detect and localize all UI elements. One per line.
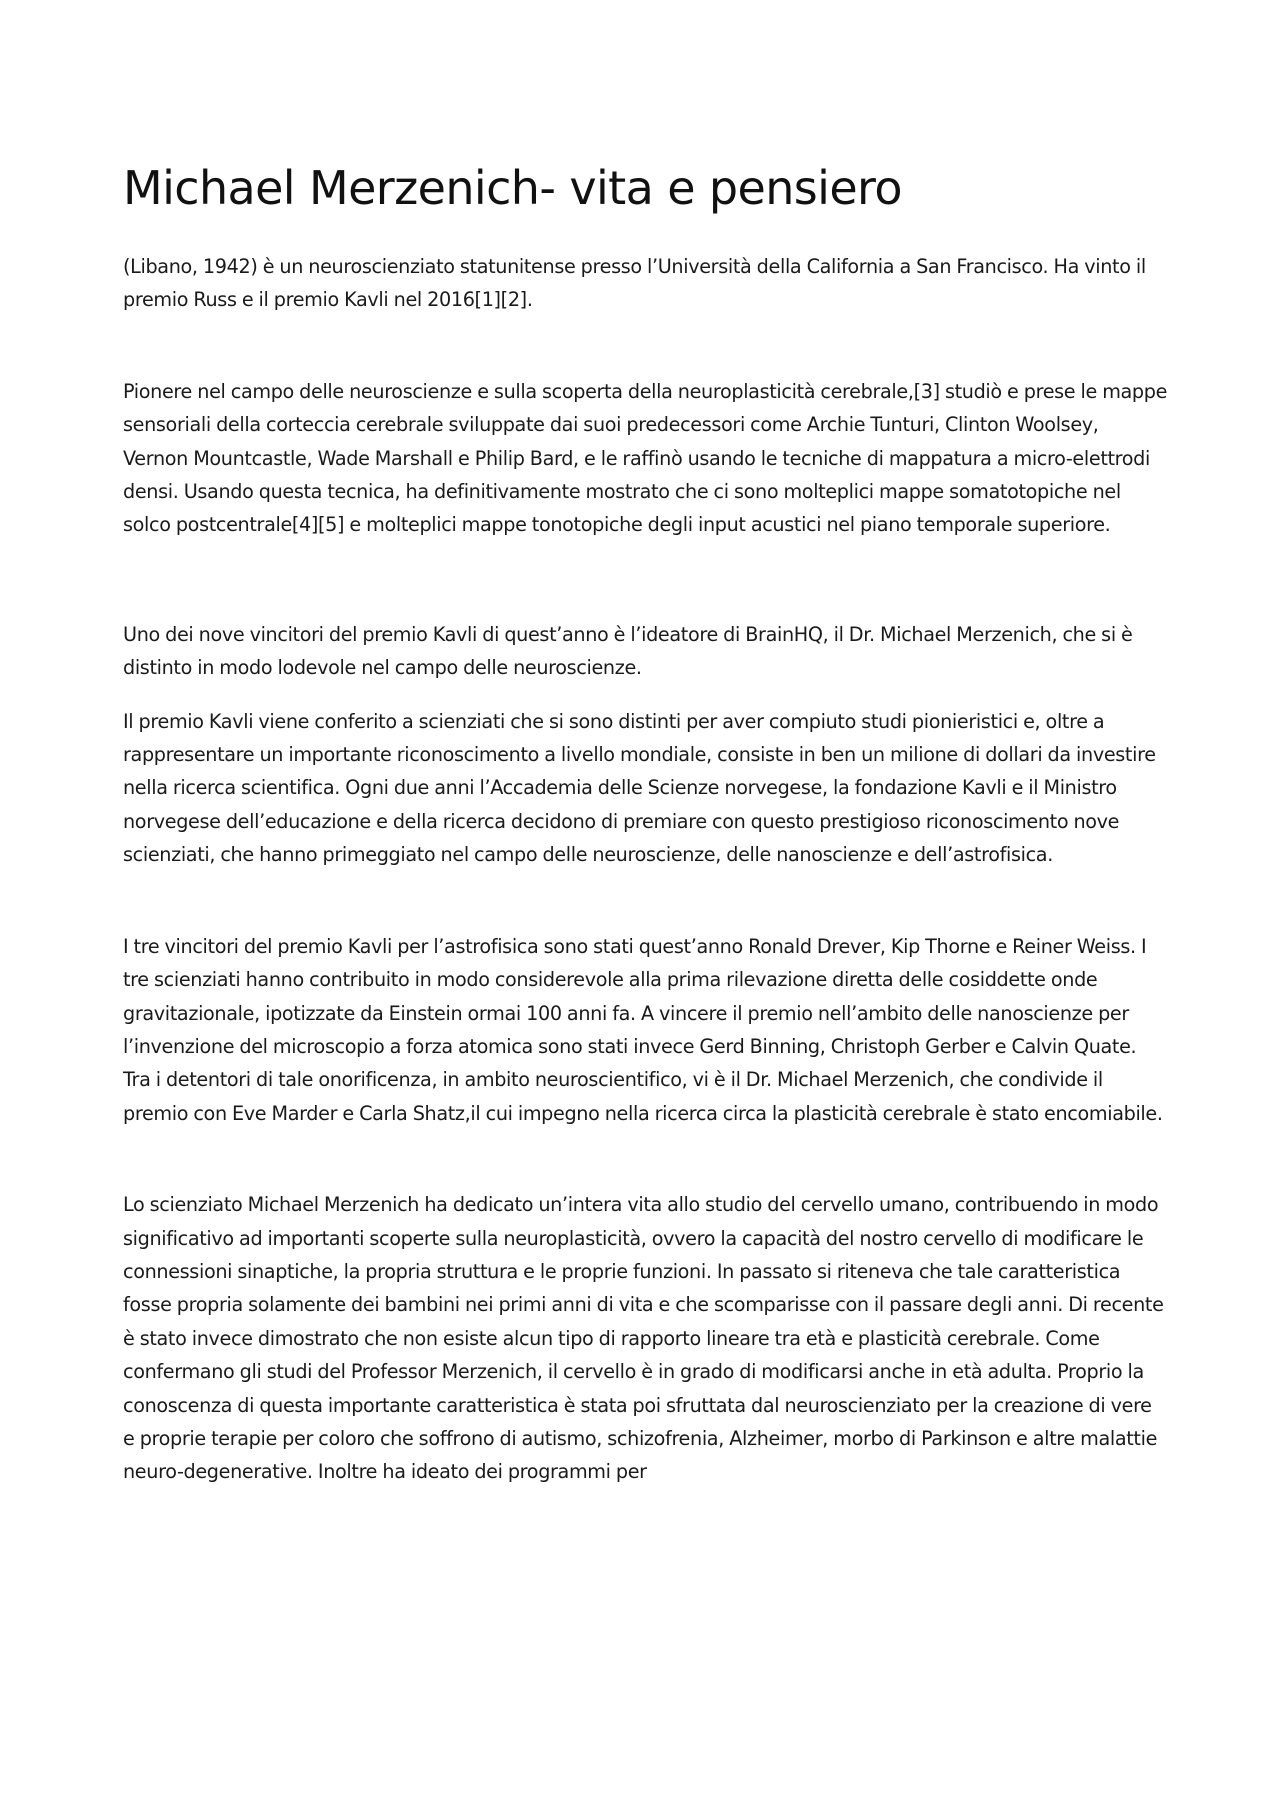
- paragraph-kavli-winner: Uno dei nove vincitori del premio Kavli di quest’anno è l’ideatore di BrainHQ, il Dr. Michael Merzenich, che si è distinto in modo lodevole nel campo delle neuroscienze.: [123, 622, 1133, 680]
- paragraph-kavli-winners-list: I tre vincitori del premio Kavli per l’astrofisica sono stati quest’anno Ronald Drever, Kip Thorne e Reiner Weiss. I tre scienziati hanno contribuito in modo considerevole alla prima rilevazione diretta delle cosiddette onde gravitazionale, ipotizzate da Einstein ormai 100 anni fa. A vincere il premio nell’ambito delle nanoscienze per l’invenzione del microscopio a forza atomica sono stati invece Gerd Binning, Christoph Gerber e Calvin Quate. Tra i detentori di tale onorificenza, in ambito neuroscientifico, vi è il Dr. Michael Merzenich, che condivide il premio con Eve Marder e Carla Shatz,il cui impegno nella ricerca circa la plasticità cerebrale è stato encomiabile.: [123, 934, 1163, 1125]
- paragraph-pioneer: Pionere nel campo delle neuroscienze e sulla scoperta della neuroplasticità cerebrale,[3] studiò e prese le mappe sensoriali della corteccia cerebrale sviluppate dai suoi predecessori come Archie Tunturi, Clinton Woolsey, Vernon Mountcastle, Wade Marshall e Philip Bard, e le raffinò usando le tecniche di mappatura a micro-elettrodi densi. Usando questa tecnica, ha definitivamente mostrato che ci sono molteplici mappe somatotopiche nel solco postcentrale[4][5] e molteplici mappe tonotopiche degli input acustici nel piano temporale superiore.: [123, 379, 1168, 537]
- paragraph-intro: (Libano, 1942) è un neuroscienziato statunitense presso l’Università della California a San Francisco. Ha vinto il premio Russ e il premio Kavli nel 2016[1][2].: [123, 255, 1146, 312]
- document-body: [123, 158, 1168, 1489]
- paragraph-kavli-prize: Il premio Kavli viene conferito a scienziati che si sono distinti per aver compiuto studi pionieristici e, oltre a rappresentare un importante riconoscimento a livello mondiale, consiste in ben un milione di dollari da investire nella ricerca scientifica. Ogni due anni l’Accademia delle Scienze norvegese, la fondazione Kavli e il Ministro norvegese dell’educazione e della ricerca decidono di premiare con questo prestigioso riconoscimento nove scienziati, che hanno primeggiato nel campo delle neuroscienze, delle nanoscienze e dell’astrofisica.: [123, 709, 1156, 867]
- paragraph-neuroplasticity: Lo scienziato Michael Merzenich ha dedicato un’intera vita allo studio del cervello umano, contribuendo in modo significativo ad importanti scoperte sulla neuroplasticità, ovvero la capacità del nostro cervello di modificare le connessioni sinaptiche, la propria struttura e le proprie funzioni. In passato si riteneva che tale caratteristica fosse propria solamente dei bambini nei primi anni di vita e che scomparisse con il passare degli anni. Di recente è stato invece dimostrato che non esiste alcun tipo di rapporto lineare tra età e plasticità cerebrale. Come confermano gli studi del Professor Merzenich, il cervello è in grado di modificarsi anche in età adulta. Proprio la conoscenza di questa importante caratteristica è stata poi sfruttata dal neuroscienziato per la creazione di vere e proprie terapie per coloro che soffrono di autismo, schizofrenia, Alzheimer, morbo di Parkinson e altre malattie neuro-degenerative. Inoltre ha ideato dei programmi per: [123, 1193, 1164, 1484]
- document-title: Michael Merzenich- vita e pensiero: [123, 161, 902, 215]
